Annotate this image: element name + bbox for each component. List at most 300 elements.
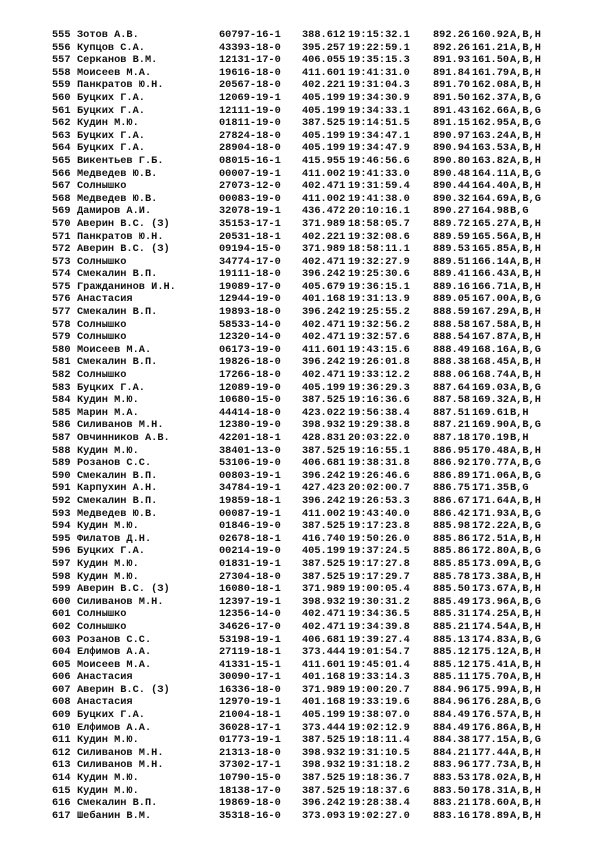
value-v2: 172.80 — [472, 545, 510, 558]
value-v1: 883.16 — [433, 809, 471, 822]
value-a: 411.002 — [302, 507, 346, 520]
row-number: 559 — [52, 79, 71, 92]
flags: A,B,H — [510, 54, 541, 67]
value-a: 405.199 — [302, 709, 346, 722]
record-id: 12397-19-1 — [219, 595, 281, 608]
flags: A,B,G — [510, 381, 541, 394]
value-v1: 887.18 — [433, 432, 471, 444]
time: 19:32:57.6 — [348, 331, 410, 344]
value-v1: 885.21 — [433, 620, 471, 633]
value-v2: 168.45 — [472, 356, 510, 369]
value-a: 387.525 — [302, 117, 346, 130]
flags: A,B,H — [510, 154, 541, 167]
time: 18:58:05.7 — [348, 217, 410, 230]
flags: A,B,G — [510, 457, 541, 470]
observer-name: Силиванов М.Н. — [77, 759, 164, 772]
value-v2: 173.09 — [472, 557, 510, 570]
row-number: 591 — [52, 482, 71, 495]
value-v2: 178.31 — [472, 784, 510, 797]
value-v2: 177.15 — [472, 734, 510, 747]
flags: A,B,H — [510, 746, 541, 759]
row-number: 593 — [52, 507, 71, 520]
value-v2: 171.93 — [472, 507, 510, 520]
observer-name: Буцких Г.А. — [77, 545, 145, 558]
value-a: 411.601 — [302, 658, 346, 671]
value-v2: 169.32 — [472, 394, 510, 407]
value-a: 387.525 — [302, 734, 346, 747]
value-v2: 162.08 — [472, 79, 510, 92]
time: 19:39:27.4 — [348, 633, 410, 646]
value-v1: 884.49 — [433, 721, 471, 734]
value-v2: 170.77 — [472, 457, 510, 470]
time: 19:46:56.6 — [348, 154, 410, 167]
observer-name: Розанов С.С. — [77, 457, 152, 470]
value-a: 396.242 — [302, 797, 346, 810]
value-v2: 173.38 — [472, 570, 510, 583]
time: 19:41:33.0 — [348, 167, 410, 180]
row-number: 606 — [52, 671, 71, 684]
value-v1: 886.92 — [433, 457, 471, 470]
value-v1: 884.21 — [433, 746, 471, 759]
observer-name: Смекалин В.П. — [77, 356, 158, 369]
flags: A,B,G — [510, 734, 541, 747]
observer-name: Смекалин В.П. — [77, 797, 158, 810]
time: 19:45:01.4 — [348, 658, 410, 671]
value-a: 405.199 — [302, 545, 346, 558]
time: 19:29:38.8 — [348, 419, 410, 432]
record-id: 00087-19-1 — [219, 507, 281, 520]
observer-name: Солнышко — [77, 180, 127, 193]
record-id: 19111-18-0 — [219, 268, 281, 281]
flags: A,B,H — [510, 255, 541, 268]
record-id: 12131-17-0 — [219, 54, 281, 67]
observer-name: Аверин В.С. (З) — [77, 243, 170, 256]
row-number: 599 — [52, 583, 71, 596]
record-id: 30090-17-1 — [219, 671, 281, 684]
flags: A,B,G — [510, 520, 541, 533]
value-a: 371.989 — [302, 217, 346, 230]
record-id: 34784-19-1 — [219, 482, 281, 495]
value-v2: 174.25 — [472, 608, 510, 621]
flags: A,B,G — [510, 91, 541, 104]
value-v2: 167.00 — [472, 293, 510, 306]
value-v2: 166.71 — [472, 280, 510, 293]
value-v2: 165.56 — [472, 230, 510, 243]
row-number: 615 — [52, 784, 71, 797]
time: 19:16:36.6 — [348, 394, 410, 407]
time: 19:43:40.0 — [348, 507, 410, 520]
time: 19:36:15.1 — [348, 280, 410, 293]
value-a: 423.022 — [302, 406, 346, 419]
row-number: 568 — [52, 192, 71, 205]
observer-name: Филатов Д.Н. — [77, 532, 152, 545]
observer-name: Солнышко — [77, 369, 127, 382]
record-id: 43393-18-0 — [219, 41, 281, 54]
observer-name: Карпухин А.Н. — [77, 482, 158, 495]
time: 19:34:47.1 — [348, 129, 410, 142]
value-a: 396.242 — [302, 469, 346, 482]
value-v2: 166.43 — [472, 268, 510, 281]
value-v2: 163.82 — [472, 154, 510, 167]
time: 19:37:24.5 — [348, 545, 410, 558]
record-id: 20567-18-0 — [219, 79, 281, 92]
row-number: 574 — [52, 268, 71, 281]
flags: A,B,H — [510, 494, 541, 507]
value-a: 402.221 — [302, 230, 346, 243]
flags: A,B,H — [510, 217, 541, 230]
value-a: 401.168 — [302, 293, 346, 306]
observer-name: Буцких Г.А. — [77, 142, 145, 155]
row-number: 579 — [52, 331, 71, 344]
record-id: 12380-19-0 — [219, 419, 281, 432]
record-id: 12320-14-0 — [219, 331, 281, 344]
value-v2: 169.61 — [472, 406, 510, 419]
flags: A,B,H — [510, 709, 541, 722]
value-v2: 168.74 — [472, 369, 510, 382]
record-id: 19893-18-0 — [219, 306, 281, 319]
time: 19:17:29.7 — [348, 570, 410, 583]
flags: A,B,G — [510, 545, 541, 558]
row-number: 571 — [52, 230, 71, 243]
time: 19:32:27.9 — [348, 255, 410, 268]
observer-name: Моисеев М.А. — [77, 658, 152, 671]
observer-name: Кудин М.Ю. — [77, 772, 139, 785]
flags: A,B,H — [510, 268, 541, 281]
row-number: 607 — [52, 683, 71, 696]
value-v2: 164.98 — [472, 205, 510, 218]
value-a: 398.932 — [302, 759, 346, 772]
value-v2: 173.96 — [472, 595, 510, 608]
value-a: 415.955 — [302, 154, 346, 167]
value-v2: 171.06 — [472, 469, 510, 482]
value-a: 387.525 — [302, 394, 346, 407]
row-number: 575 — [52, 280, 71, 293]
row-number: 605 — [52, 658, 71, 671]
value-a: 396.242 — [302, 494, 346, 507]
value-a: 396.242 — [302, 356, 346, 369]
observer-name: Розанов С.С. — [77, 633, 152, 646]
time: 19:41:38.0 — [348, 192, 410, 205]
flags: A,B,H — [510, 570, 541, 583]
record-id: 37302-17-1 — [219, 759, 281, 772]
value-v2: 162.37 — [472, 91, 510, 104]
value-a: 395.257 — [302, 41, 346, 54]
row-number: 611 — [52, 734, 71, 747]
flags: A,B,H — [510, 129, 541, 142]
value-v1: 886.67 — [433, 494, 471, 507]
flags: A,B,G — [510, 104, 541, 117]
record-id: 10680-15-0 — [219, 394, 281, 407]
observer-name: Кудин М.Ю. — [77, 444, 139, 457]
record-id: 08015-16-1 — [219, 154, 281, 167]
observer-name: Смекалин В.П. — [77, 494, 158, 507]
value-v1: 888.54 — [433, 331, 471, 344]
flags: A,B,G — [510, 633, 541, 646]
value-a: 387.525 — [302, 557, 346, 570]
value-v1: 884.49 — [433, 709, 471, 722]
value-a: 398.932 — [302, 746, 346, 759]
record-id: 12069-19-1 — [219, 91, 281, 104]
record-id: 28904-18-0 — [219, 142, 281, 155]
value-v1: 891.15 — [433, 117, 471, 130]
row-number: 598 — [52, 570, 71, 583]
value-v1: 890.44 — [433, 180, 471, 193]
value-a: 405.199 — [302, 91, 346, 104]
value-v2: 170.48 — [472, 444, 510, 457]
time: 19:22:59.1 — [348, 41, 410, 54]
flags: A,B,H — [510, 784, 541, 797]
time: 19:26:46.6 — [348, 469, 410, 482]
value-a: 402.471 — [302, 318, 346, 331]
observer-name: Солнышко — [77, 255, 127, 268]
time: 19:26:01.8 — [348, 356, 410, 369]
row-number: 617 — [52, 809, 71, 822]
row-number: 555 — [52, 29, 71, 41]
time: 19:36:29.3 — [348, 381, 410, 394]
value-a: 401.168 — [302, 696, 346, 709]
value-a: 411.601 — [302, 66, 346, 79]
row-number: 562 — [52, 117, 71, 130]
value-v2: 167.58 — [472, 318, 510, 331]
time: 19:50:26.0 — [348, 532, 410, 545]
value-v1: 890.27 — [433, 205, 471, 218]
time: 19:17:23.8 — [348, 520, 410, 533]
row-number: 558 — [52, 66, 71, 79]
record-id: 18138-17-0 — [219, 784, 281, 797]
record-id: 36028-17-1 — [219, 721, 281, 734]
row-number: 608 — [52, 696, 71, 709]
time: 19:16:55.1 — [348, 444, 410, 457]
value-v1: 884.96 — [433, 696, 471, 709]
flags: A,B,H — [510, 772, 541, 785]
record-id: 12089-19-0 — [219, 381, 281, 394]
value-v2: 178.60 — [472, 797, 510, 810]
record-id: 16080-18-1 — [219, 583, 281, 596]
value-a: 396.242 — [302, 268, 346, 281]
time: 19:32:08.6 — [348, 230, 410, 243]
record-id: 19089-17-0 — [219, 280, 281, 293]
observer-name: Елфимов А.А. — [77, 646, 152, 659]
record-id: 21313-18-0 — [219, 746, 281, 759]
value-v1: 885.11 — [433, 671, 471, 684]
row-number: 573 — [52, 255, 71, 268]
value-v1: 889.41 — [433, 268, 471, 281]
flags: A,B,G — [510, 343, 541, 356]
row-number: 560 — [52, 91, 71, 104]
value-a: 402.471 — [302, 608, 346, 621]
value-v1: 885.49 — [433, 595, 471, 608]
record-id: 10790-15-0 — [219, 772, 281, 785]
value-a: 436.472 — [302, 205, 346, 218]
value-v1: 886.42 — [433, 507, 471, 520]
time: 19:02:12.9 — [348, 721, 410, 734]
value-a: 402.471 — [302, 180, 346, 193]
value-v2: 161.21 — [472, 41, 510, 54]
row-number: 585 — [52, 406, 71, 419]
observer-name: Шебанин В.М. — [77, 809, 152, 822]
value-v2: 167.87 — [472, 331, 510, 344]
time: 19:32:56.2 — [348, 318, 410, 331]
value-v1: 890.97 — [433, 129, 471, 142]
time: 19:33:12.2 — [348, 369, 410, 382]
value-v1: 890.94 — [433, 142, 471, 155]
value-v1: 885.31 — [433, 608, 471, 621]
value-v2: 166.14 — [472, 255, 510, 268]
observer-name: Буцких Г.А. — [77, 91, 145, 104]
value-v1: 883.53 — [433, 772, 471, 785]
record-id: 20531-18-1 — [219, 230, 281, 243]
time: 19:31:18.2 — [348, 759, 410, 772]
record-id: 01846-19-0 — [219, 520, 281, 533]
value-a: 405.679 — [302, 280, 346, 293]
row-number: 556 — [52, 41, 71, 54]
time: 19:43:15.6 — [348, 343, 410, 356]
row-number: 592 — [52, 494, 71, 507]
value-v2: 176.86 — [472, 721, 510, 734]
observer-name: Смекалин В.П. — [77, 469, 158, 482]
record-id: 12356-14-0 — [219, 608, 281, 621]
row-number: 589 — [52, 457, 71, 470]
value-v2: 163.53 — [472, 142, 510, 155]
observer-name: Кудин М.Ю. — [77, 734, 139, 747]
value-a: 402.471 — [302, 620, 346, 633]
observer-name: Анастасия — [77, 293, 133, 306]
value-v1: 889.05 — [433, 293, 471, 306]
value-v1: 887.51 — [433, 406, 471, 419]
record-id: 12111-19-0 — [219, 104, 281, 117]
value-v2: 174.54 — [472, 620, 510, 633]
flags: B,H — [510, 432, 529, 444]
record-id: 01811-19-0 — [219, 117, 281, 130]
value-v2: 162.66 — [472, 104, 510, 117]
observer-name: Солнышко — [77, 318, 127, 331]
row-number: 569 — [52, 205, 71, 218]
value-v1: 891.50 — [433, 91, 471, 104]
record-id: 53198-19-1 — [219, 633, 281, 646]
row-number: 572 — [52, 243, 71, 256]
record-id: 58533-14-0 — [219, 318, 281, 331]
value-v2: 164.11 — [472, 167, 510, 180]
row-number: 557 — [52, 54, 71, 67]
observer-name: Моисеев М.А. — [77, 343, 152, 356]
flags: A,B,H — [510, 620, 541, 633]
value-v1: 889.51 — [433, 255, 471, 268]
time: 19:25:30.6 — [348, 268, 410, 281]
flags: A,B,H — [510, 809, 541, 822]
row-number: 614 — [52, 772, 71, 785]
flags: A,B,G — [510, 419, 541, 432]
value-v2: 175.99 — [472, 683, 510, 696]
time: 19:33:19.6 — [348, 696, 410, 709]
row-number: 570 — [52, 217, 71, 230]
time: 19:25:55.2 — [348, 306, 410, 319]
record-id: 02678-18-1 — [219, 532, 281, 545]
record-id: 06173-19-0 — [219, 343, 281, 356]
value-v1: 885.86 — [433, 545, 471, 558]
value-v1: 890.32 — [433, 192, 471, 205]
observer-name: Силиванов М.Н. — [77, 746, 164, 759]
observer-name: Анастасия — [77, 671, 133, 684]
time: 19:00:05.4 — [348, 583, 410, 596]
value-v2: 173.67 — [472, 583, 510, 596]
time: 19:35:15.3 — [348, 54, 410, 67]
value-v1: 887.64 — [433, 381, 471, 394]
record-id: 19616-18-0 — [219, 66, 281, 79]
flags: A,B,H — [510, 66, 541, 79]
time: 19:18:37.6 — [348, 784, 410, 797]
row-number: 576 — [52, 293, 71, 306]
value-v1: 892.26 — [433, 41, 471, 54]
flags: B,G — [510, 482, 529, 495]
value-v2: 178.89 — [472, 809, 510, 822]
flags: A,B,H — [510, 444, 541, 457]
record-id: 16336-18-0 — [219, 683, 281, 696]
value-v1: 891.43 — [433, 104, 471, 117]
time: 19:14:51.5 — [348, 117, 410, 130]
value-v2: 169.03 — [472, 381, 510, 394]
observer-name: Солнышко — [77, 620, 127, 633]
flags: A,B,G — [510, 167, 541, 180]
value-a: 387.525 — [302, 570, 346, 583]
value-a: 387.525 — [302, 520, 346, 533]
value-v2: 164.69 — [472, 192, 510, 205]
flags: A,B,H — [510, 671, 541, 684]
flags: A,B,H — [510, 306, 541, 319]
time: 20:03:22.0 — [348, 432, 410, 444]
value-v2: 168.16 — [472, 343, 510, 356]
value-v1: 885.12 — [433, 658, 471, 671]
record-id: 17266-18-0 — [219, 369, 281, 382]
observer-name: Кудин М.Ю. — [77, 784, 139, 797]
time: 19:34:30.9 — [348, 91, 410, 104]
record-id: 38401-13-0 — [219, 444, 281, 457]
flags: A,B,H — [510, 280, 541, 293]
value-v1: 887.21 — [433, 419, 471, 432]
value-a: 398.932 — [302, 419, 346, 432]
value-v2: 161.50 — [472, 54, 510, 67]
row-number: 586 — [52, 419, 71, 432]
flags: A,B,H — [510, 318, 541, 331]
value-v1: 892.26 — [433, 29, 471, 41]
row-number: 567 — [52, 180, 71, 193]
time: 20:10:16.1 — [348, 205, 410, 218]
observer-name: Панкратов Ю.Н. — [77, 79, 164, 92]
time: 19:34:39.8 — [348, 620, 410, 633]
observer-name: Солнышко — [77, 331, 127, 344]
value-a: 401.168 — [302, 671, 346, 684]
flags: A,B,G — [510, 469, 541, 482]
value-v2: 175.70 — [472, 671, 510, 684]
flags: A,B,G — [510, 117, 541, 130]
observer-name: Буцких Г.А. — [77, 129, 145, 142]
flags: B,G — [510, 205, 529, 218]
value-a: 402.221 — [302, 79, 346, 92]
flags: A,B,H — [510, 29, 541, 41]
row-number: 604 — [52, 646, 71, 659]
flags: A,B,H — [510, 583, 541, 596]
flags: A,B,G — [510, 696, 541, 709]
value-v1: 883.96 — [433, 759, 471, 772]
row-number: 596 — [52, 545, 71, 558]
record-id: 19826-18-0 — [219, 356, 281, 369]
record-id: 09194-15-0 — [219, 243, 281, 256]
row-number: 616 — [52, 797, 71, 810]
value-v2: 170.19 — [472, 432, 510, 444]
row-number: 600 — [52, 595, 71, 608]
record-id: 34774-17-0 — [219, 255, 281, 268]
observer-name: Купцов С.А. — [77, 41, 145, 54]
value-v1: 888.59 — [433, 306, 471, 319]
